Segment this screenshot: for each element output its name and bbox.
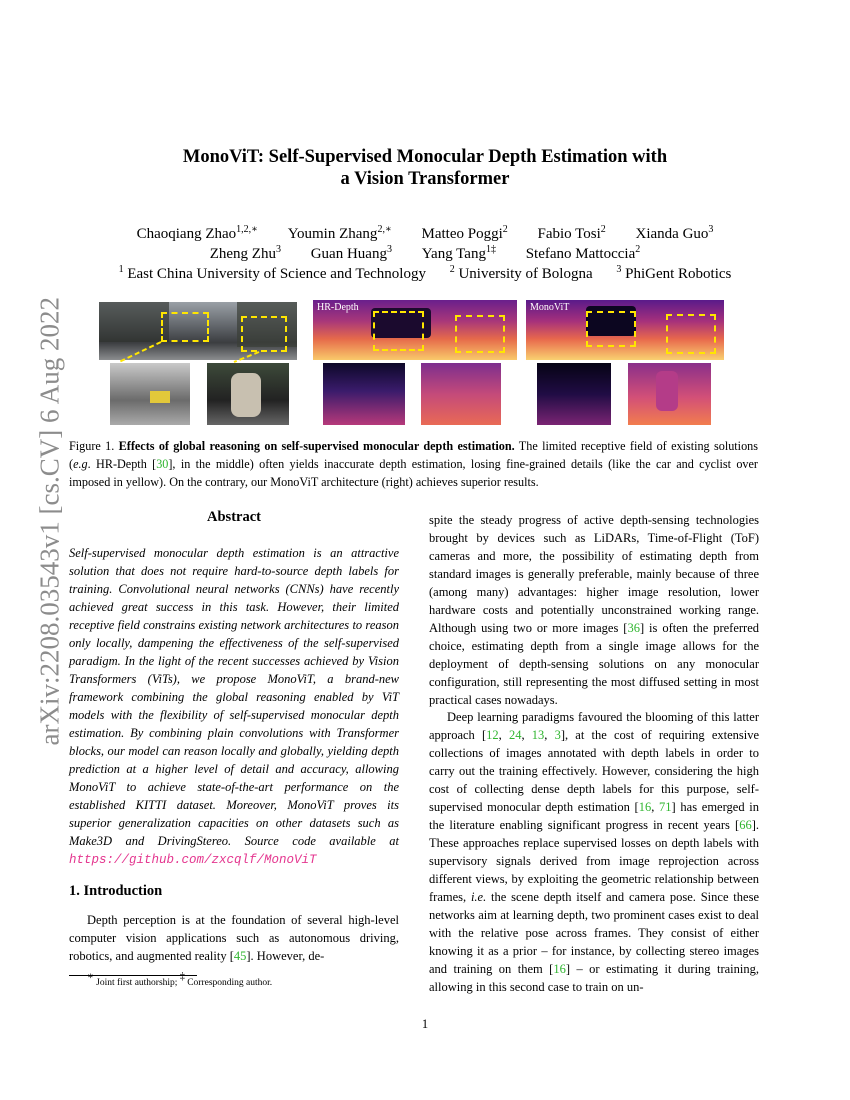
zoom-connector-lines	[99, 340, 299, 370]
citation-link[interactable]: 3	[554, 728, 561, 742]
author: Fabio Tosi$^2$	[537, 224, 606, 242]
paper-title: MonoViT: Self-Supervised Monocular Depth Estimation with a Vision Transformer	[182, 147, 668, 189]
section-heading-introduction: 1. Introduction	[69, 883, 163, 899]
author: Chaoqiang Zhao$^{1,2,∗}$	[136, 224, 258, 242]
author-list-row2	[0, 244, 850, 264]
author: Xianda Guo$^3$	[635, 224, 714, 242]
affiliations	[0, 264, 850, 284]
author: Guan Huang$^3$	[310, 244, 392, 262]
hr-depth-crop-car	[323, 363, 405, 425]
author: Stefano Mattoccia$^2$	[525, 244, 641, 262]
arxiv-stamp: arXiv:2208.03543v1 [cs.CV] 6 Aug 2022	[34, 297, 65, 746]
hr-depth-label: HR-Depth	[317, 302, 359, 313]
citation-link[interactable]: 30	[156, 457, 169, 471]
monovit-label: MonoViT	[530, 302, 570, 313]
citation-link[interactable]: 66	[739, 818, 752, 832]
affiliation: $^2$ University of Bologna	[449, 264, 593, 282]
monovit-depth-map	[526, 300, 724, 360]
rgb-crop-car	[110, 363, 190, 425]
citation-link[interactable]: 16	[638, 800, 652, 814]
footnote: ∗ Joint first authorship; ‡ Corresponding author.	[87, 971, 273, 988]
citation-link[interactable]: 71	[659, 800, 672, 814]
rgb-crop-cyclist	[207, 363, 289, 425]
monovit-crop-car	[537, 363, 611, 425]
citation-link[interactable]: 13	[531, 728, 545, 742]
citation-link[interactable]: 12	[486, 728, 499, 742]
author: Yang Tang$^{1\ddagger}$	[421, 244, 496, 262]
citation-link[interactable]: 16	[553, 962, 566, 976]
page-number: 1	[421, 1017, 429, 1031]
citation-link[interactable]: 24	[508, 728, 522, 742]
right-paragraph-1: spite the steady progress of active depth-sensing technologies brought by devices such as LiDARs, Time-of-Flight (ToF) cameras and more, the possibility of estimating depth from standard images is generally preferable, mainly because of three (among many) advantages: higher image resolution, lower hardware costs and potentially unconstrained working range. Although using two or more images [36] is often the preferred choice, estimating depth from a single image allows for the deployment of depth-sensing solutions on any monocular configuration, still representing the most diffused setting in most practical cases nowadays.	[429, 513, 759, 707]
author: Zheng Zhu$^3$	[209, 244, 281, 262]
citation-link[interactable]: 36	[627, 621, 640, 635]
abstract-heading: Abstract	[207, 509, 261, 525]
hr-depth-crop-cyclist	[421, 363, 501, 425]
affiliation: $^1$ East China University of Science and Technology	[118, 264, 426, 282]
code-url-link[interactable]: https://github.com/zxcqlf/MonoViT	[69, 853, 317, 867]
intro-paragraph: Depth perception is at the foundation of several high-level computer vision applications such as autonomous driving, robotics, and augmented reality [45]. However, de-	[69, 913, 399, 963]
right-paragraph-2: Deep learning paradigms favoured the blooming of this latter approach [12, 24, 13, 3], at the cost of requiring extensive collections of images annotated with depth labels in order to carry out the training effectively. However, considering the high cost of collecting dense depth labels for this purpose, self-supervised monocular depth estimation [16, 71] has emerged in the literature enabling significant progress in recent years [66]. These approaches replace supervised losses on depth labels with supervisory signals derived from image reprojection across different views, by exploiting the geometric relationship between frames, i.e. the scene depth itself and camera pose. Since these networks aim at learning depth, two prominent cases exist to deal with the relative pose across frames. They consist of either knowing it as a prior – for instance, by collecting stereo images and training on them [16] – or estimating it during training, allowing in this second case to train on un-	[429, 710, 760, 994]
author: Matteo Poggi$^2$	[421, 224, 508, 242]
hr-depth-map	[313, 300, 517, 360]
affiliation: $^3$ PhiGent Robotics	[616, 264, 732, 282]
author: Youmin Zhang$^{2,∗}$	[287, 224, 392, 242]
citation-link[interactable]: 45	[233, 949, 247, 963]
monovit-crop-cyclist	[628, 363, 711, 425]
figure-caption: Figure 1. Effects of global reasoning on self-supervised monocular depth estimation. The limited receptive field of existing solutions (e.g. HR-Depth [30], in the middle) often yields inaccurate depth estimation, losing fine-grained details (like the car and cyclist over imposed in yellow). On the contrary, our MonoViT architecture (right) achieves superior results.	[69, 439, 759, 489]
author-list-row1	[0, 224, 850, 244]
abstract-body: Self-supervised monocular depth estimation is an attractive solution that does not require hard-to-source depth labels for training. Convolutional neural networks (CNNs) have recently achieved great success in this task. However, their limited receptive field constrains existing network architectures to reason only locally, dampening the effectiveness of the self-supervised paradigm. In the light of the recent successes achieved by Vision Transformers (ViTs), we propose MonoViT, a brand-new framework combining the global reasoning enabled by ViT models with the flexibility of self-supervised monocular depth estimation. By combining plain convolutions with Transformer blocks, our model can reason locally and globally, yielding depth prediction at a higher level of detail and accuracy, allowing MonoViT to achieve state-of-the-art performance on the established KITTI dataset. Moreover, MonoViT proves its superior generalization capacities on other datasets such as Make3D and DrivingStereo. Source code available at https://github.com/zxcqlf/MonoViT	[69, 546, 399, 867]
